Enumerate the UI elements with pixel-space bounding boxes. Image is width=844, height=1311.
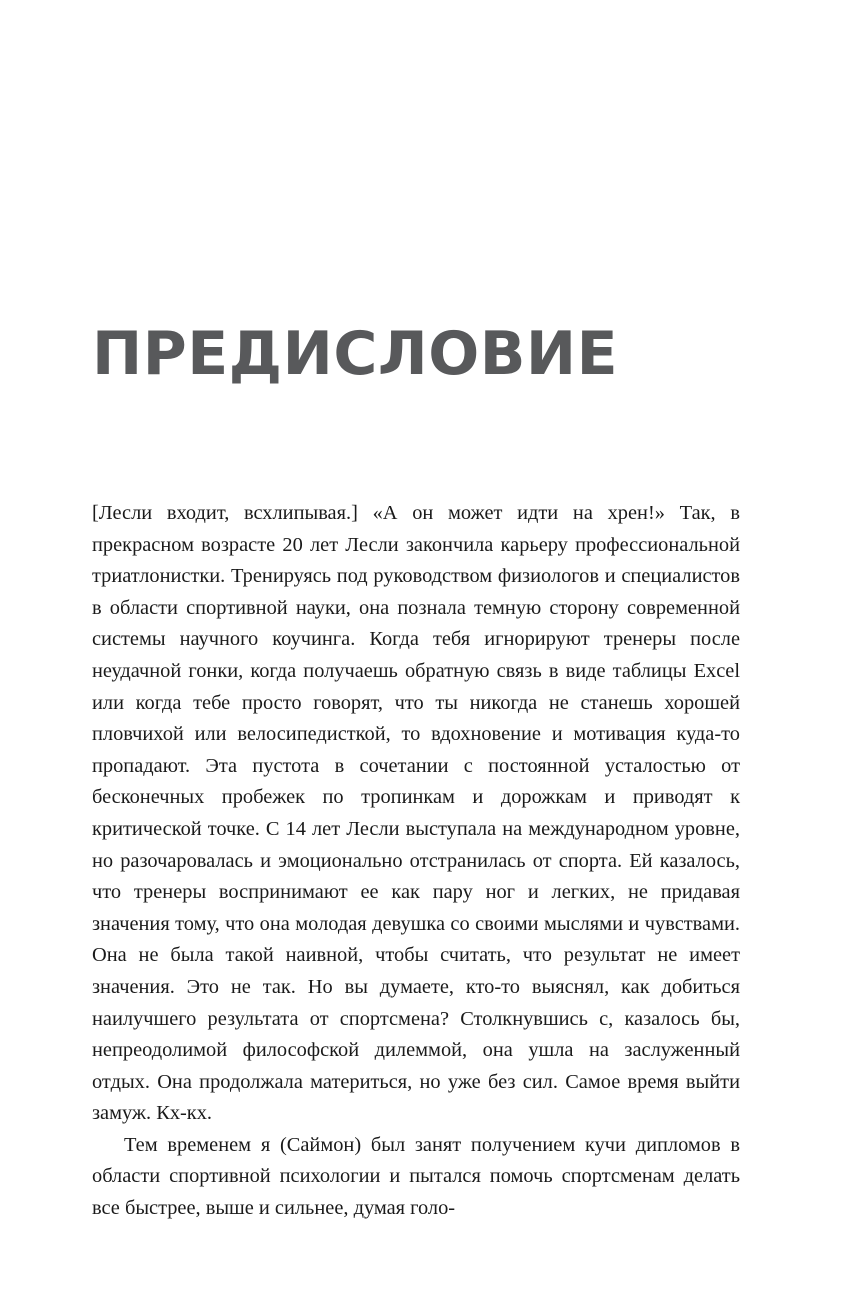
page-title: ПРЕДИСЛОВИЕ <box>92 319 619 390</box>
body-text <box>92 498 740 1225</box>
paragraph-1: [Лесли входит, всхлипывая.] «А он может идти на хрен!» Так, в прекрасном возрасте 20 лет Лесли закончила карьеру профессиональной триатлонистки. Тренируясь под руководством физиологов и специалистов в области спортивной науки, она познала темную сторону современной системы научного коучинга. Когда тебя игнорируют тренеры после неудачной гонки, когда получаешь обратную связь в виде таблицы Excel или когда тебе просто говорят, что ты никогда не станешь хорошей пловчихой или велосипедисткой, то вдохновение и мотивация куда-то пропадают. Эта пустота в сочетании с постоянной усталостью от бесконечных пробежек по тропинкам и дорожкам и приводят к критической точке. С 14 лет Лесли выступала на международном уровне, но разочаровалась и эмоционально отстранилась от спорта. Ей казалось, что тренеры воспринимают ее как пару ног и легких, не придавая значения тому, что она молодая девушка со своими мыслями и чувствами. Она не была такой наивной, чтобы считать, что результат не имеет значения. Это не так. Но вы думаете, кто-то выяснял, как добиться наилучшего результата от спортсмена? Столкнувшись с, казалось бы, непреодолимой философской дилеммой, она ушла на заслуженный отдых. Она продолжала материться, но уже без сил. Самое время выйти замуж. Кх-кх. <box>92 502 740 1125</box>
paragraph-2: Тем временем я (Саймон) был занят получением кучи дипломов в области спортивной психологии и пытался помочь спортсменам делать все быстрее, выше и сильнее, думая голо- <box>92 1133 740 1220</box>
